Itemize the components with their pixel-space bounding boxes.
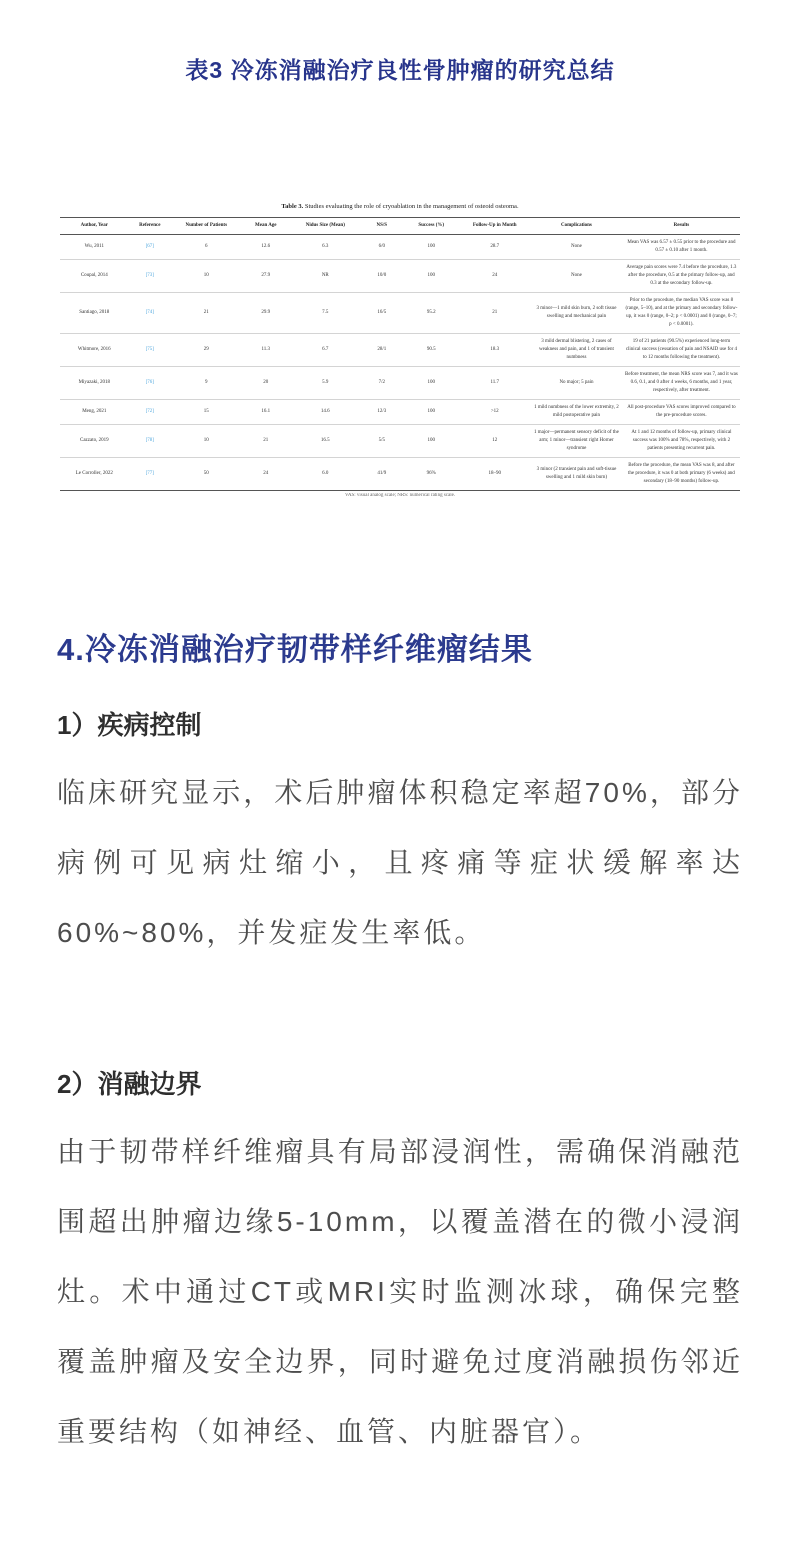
table-cell: 18–90 (459, 457, 530, 490)
col-header-nidus-size: Nidus Size (Mean) (290, 218, 361, 235)
table-header-row (60, 218, 740, 235)
reference-link[interactable]: [75] (129, 333, 171, 366)
table-row (60, 366, 740, 399)
table-cell: 96% (403, 457, 459, 490)
table-cell: 100 (403, 234, 459, 259)
study-table (60, 217, 740, 491)
table-caption-label: Table 3. (281, 203, 304, 210)
table-cell: Meng, 2021 (60, 399, 129, 424)
table-cell: 15 (171, 399, 242, 424)
col-header-followup: Follow-Up in Month (459, 218, 530, 235)
table-cell: 95.2 (403, 292, 459, 333)
table-cell: NR (290, 259, 361, 292)
table-cell: Prior to the procedure, the median VAS score was 8 (range, 5–10), and at the primary and secondary follow-up, it was 0 (range, 0–2; p < 0.0001) and 0 (range, 0–7; p < 0.0001). (623, 292, 740, 333)
table-row (60, 399, 740, 424)
table-row (60, 457, 740, 490)
table-cell: >12 (459, 399, 530, 424)
table-cell: Santiago, 2018 (60, 292, 129, 333)
col-header-results: Results (623, 218, 740, 235)
table-cell: 12/3 (361, 399, 403, 424)
table-cell: 1 major—permanent sensory deficit of the arm; 1 minor—transient right Horner syndrome (530, 424, 623, 457)
table-cell: Whitmore, 2016 (60, 333, 129, 366)
table-cell: 9 (171, 366, 242, 399)
table-cell: 5/5 (361, 424, 403, 457)
reference-link[interactable]: [78] (129, 424, 171, 457)
table-cell: 1 mild numbness of the lower extremity, 2 mild postoperative pain (530, 399, 623, 424)
reference-link[interactable]: [72] (129, 399, 171, 424)
table-row (60, 259, 740, 292)
table-cell: 100 (403, 259, 459, 292)
table-cell: Average pain scores were 7.4 before the procedure, 1.3 after the procedure, 0.5 at the primary follow-up, and 0.3 at the secondary follow-up. (623, 259, 740, 292)
table-cell: 28.7 (459, 234, 530, 259)
table-cell: None (530, 234, 623, 259)
reference-link[interactable]: [77] (129, 457, 171, 490)
table-cell: Before treatment, the mean NRS score was 7, and it was 0.6, 0.1, and 0 after 4 weeks, 6 months, and 1 year, respectively, after treatment. (623, 366, 740, 399)
col-header-reference: Reference (129, 218, 171, 235)
table-cell: 90.5 (403, 333, 459, 366)
table-caption-text: Studies evaluating the role of cryoablation in the management of osteoid osteoma. (304, 203, 519, 210)
table-cell: 21 (242, 424, 290, 457)
reference-link[interactable]: [74] (129, 292, 171, 333)
col-header-patients: Number of Patients (171, 218, 242, 235)
table-cell: 16.5 (290, 424, 361, 457)
col-header-success: Success (%) (403, 218, 459, 235)
table-cell: 18.3 (459, 333, 530, 366)
table-cell: 14.6 (290, 399, 361, 424)
table-cell: No major; 5 pain (530, 366, 623, 399)
table-cell: Miyazaki, 2018 (60, 366, 129, 399)
section-heading: 4.冷冻消融治疗韧带样纤维瘤结果 (57, 631, 533, 667)
table-cell: 3 minor—1 mild skin burn, 2 soft tissue swelling and mechanical pain (530, 292, 623, 333)
col-header-author: Author, Year (60, 218, 129, 235)
table-cell: 7.5 (290, 292, 361, 333)
table-row (60, 333, 740, 366)
table-cell: 27.9 (242, 259, 290, 292)
table-cell: 28/1 (361, 333, 403, 366)
table-cell: All post-procedure VAS scores improved compared to the pre-procedure scores. (623, 399, 740, 424)
table-row (60, 424, 740, 457)
table-cell: 29 (171, 333, 242, 366)
doc-title: 表3 冷冻消融治疗良性骨肿瘤的研究总结 (185, 57, 615, 83)
table-cell: Mean VAS was 6.57 ± 0.55 prior to the procedure and 0.57 ± 0.10 after 1 month. (623, 234, 740, 259)
table-row (60, 234, 740, 259)
table-row (60, 292, 740, 333)
paragraph-disease-control: 临床研究显示，术后肿瘤体积稳定率超70%，部分病例可见病灶缩小，且疼痛等症状缓解率达60%~80%，并发症发生率低。 (57, 776, 743, 948)
table-cell: 12 (459, 424, 530, 457)
table-cell: 16/5 (361, 292, 403, 333)
table-cell: 3 mild dermal blistering, 2 cases of weakness and pain, and 1 of transient numbness (530, 333, 623, 366)
table-cell: 7/2 (361, 366, 403, 399)
table-cell: 12.6 (242, 234, 290, 259)
table-cell: Wu, 2011 (60, 234, 129, 259)
table-cell: 10 (171, 424, 242, 457)
sub-heading-ablation-margin: 2）消融边界 (57, 1068, 202, 1099)
table-footnote-clipped: VAS: visual analog scale; NRS: numerical rating scale. (344, 492, 456, 498)
table-cell: 21 (459, 292, 530, 333)
table-cell: 50 (171, 457, 242, 490)
table-cell: 16.1 (242, 399, 290, 424)
table-cell: 19 of 21 patients (90.5%) experienced long-term clinical success (cessation of pain and NSAID use for 4 to 12 months following the treatment). (623, 333, 740, 366)
sub-heading-disease-control: 1）疾病控制 (57, 709, 202, 740)
table-cell: 100 (403, 366, 459, 399)
table-cell: 20 (242, 366, 290, 399)
table-cell: Coupal, 2014 (60, 259, 129, 292)
col-header-mean-age: Mean Age (242, 218, 290, 235)
study-table-body (60, 234, 740, 490)
table-cell: 41/9 (361, 457, 403, 490)
table-cell: 6.0 (290, 457, 361, 490)
table-cell: Le Corroller, 2022 (60, 457, 129, 490)
col-header-complications: Complications (530, 218, 623, 235)
reference-link[interactable]: [73] (129, 259, 171, 292)
table-cell: 6.3 (290, 234, 361, 259)
table-cell: 24 (242, 457, 290, 490)
table-cell: 21 (171, 292, 242, 333)
table-cell: 6.7 (290, 333, 361, 366)
table-cell: Before the procedure, the mean VAS was 8, and after the procedure, it was 0 at both primary (6 weeks) and secondary (18–90 months) follow-up. (623, 457, 740, 490)
table-cell: 5.9 (290, 366, 361, 399)
paragraph-ablation-margin: 由于韧带样纤维瘤具有局部浸润性，需确保消融范围超出肿瘤边缘5-10mm，以覆盖潜在的微小浸润灶。术中通过CT或MRI实时监测冰球，确保完整覆盖肿瘤及安全边界，同时避免过度消融损伤邻近重要结构（如神经、血管、内脏器官）。 (57, 1135, 743, 1447)
table-cell: 3 minor (2 transient pain and soft-tissue swelling and 1 mild skin burn) (530, 457, 623, 490)
table-cell: 24 (459, 259, 530, 292)
table-cell: 11.3 (242, 333, 290, 366)
table-cell: 6 (171, 234, 242, 259)
embedded-table-figure (60, 203, 740, 498)
table-cell: 29.9 (242, 292, 290, 333)
table-cell: At 1 and 12 months of follow-up, primary clinical success was 100% and 78%, respectively, with 2 patients presenting recurrent pain. (623, 424, 740, 457)
col-header-nss: NS/S (361, 218, 403, 235)
table-cell: 10/0 (361, 259, 403, 292)
table-cell: Cazzato, 2019 (60, 424, 129, 457)
table-cell: 6/0 (361, 234, 403, 259)
reference-link[interactable]: [67] (129, 234, 171, 259)
reference-link[interactable]: [76] (129, 366, 171, 399)
table-cell: 11.7 (459, 366, 530, 399)
table-cell: 100 (403, 424, 459, 457)
table-cell: None (530, 259, 623, 292)
table-caption (60, 203, 740, 210)
table-cell: 10 (171, 259, 242, 292)
table-cell: 100 (403, 399, 459, 424)
